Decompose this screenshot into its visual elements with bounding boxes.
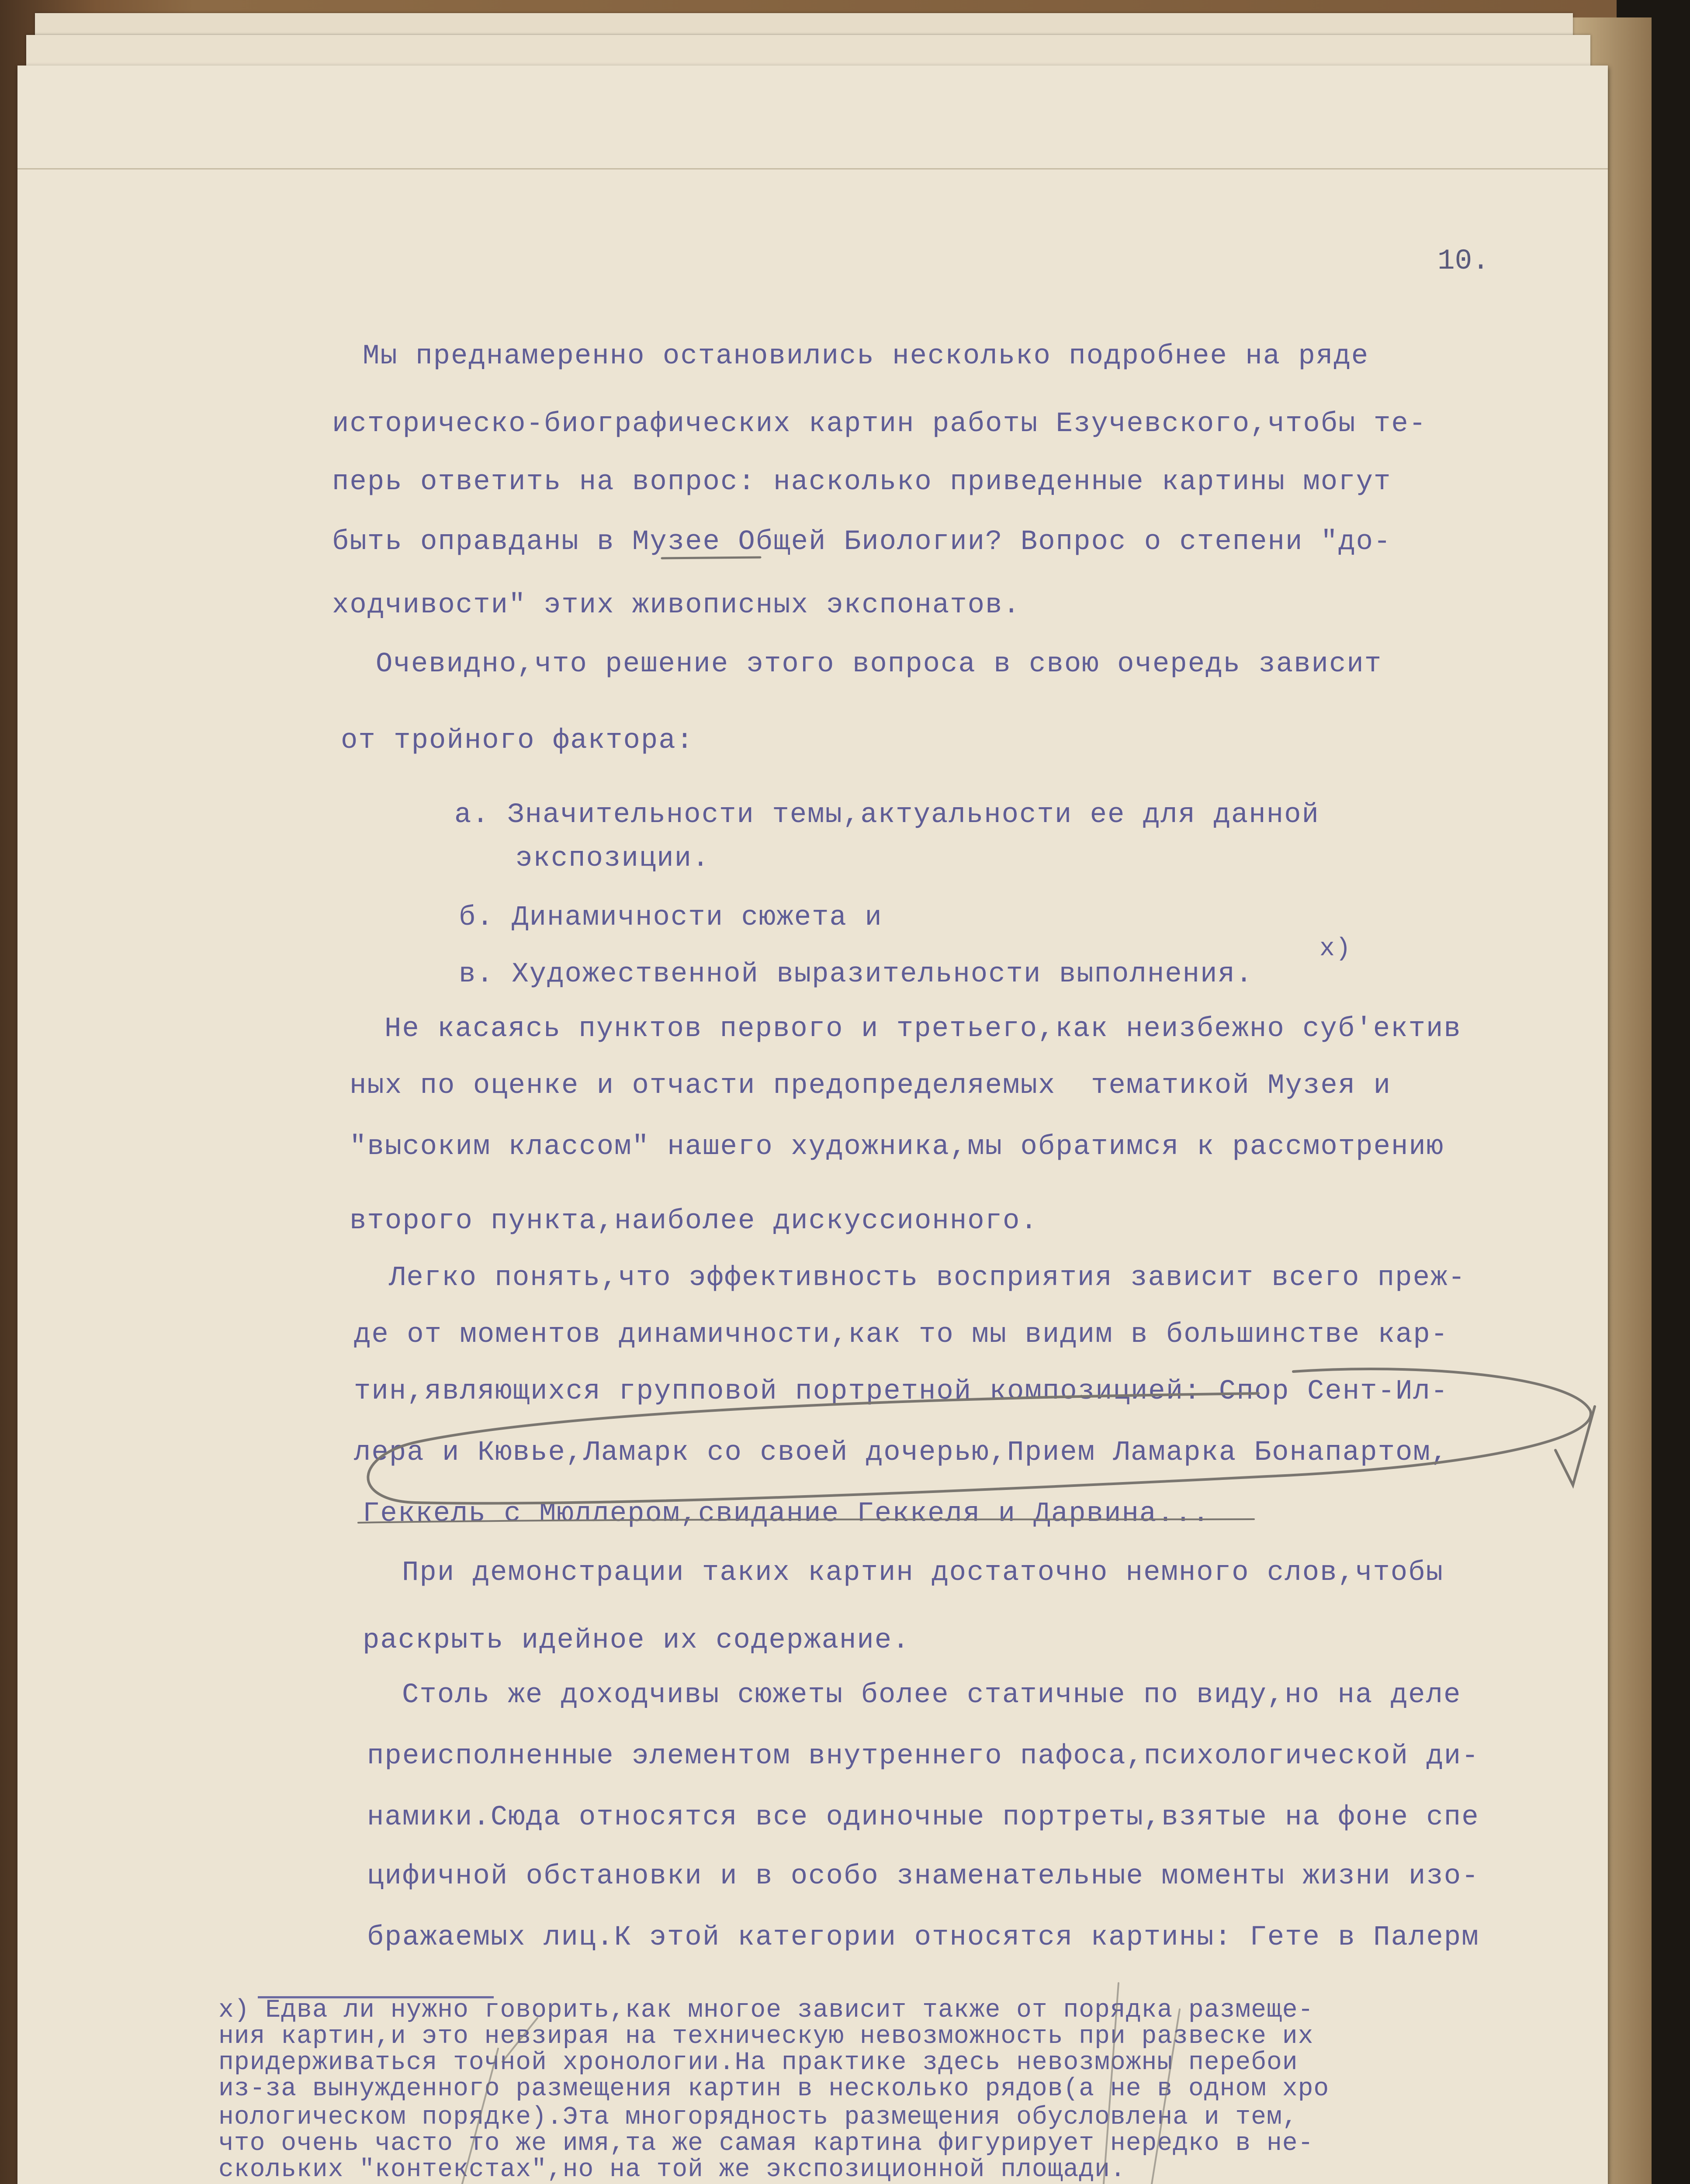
body-line: быть оправданы в Музее Общей Биологии? Вопрос о степени "до- [332, 526, 1392, 558]
body-line: Не касаясь пунктов первого и третьего,как неизбежно суб'ектив [384, 1013, 1461, 1045]
body-line: цифичной обстановки и в особо знаменательные моменты жизни изо- [367, 1861, 1479, 1892]
body-line: ходчивости" этих живописных экспонатов. [332, 590, 1021, 621]
footnote-line: х) Едва ли нужно говорить,как многое зависит также от порядка размеще- [218, 1996, 1314, 2025]
body-line: раскрыть идейное их содержание. [363, 1625, 910, 1656]
body-line: Столь же доходчивы сюжеты более статичные по виду,но на деле [402, 1679, 1461, 1711]
body-line: перь ответить на вопрос: насколько приведенные картины могут [332, 467, 1392, 498]
body-line: историческо-биографических картин работы Езучевского,чтобы те- [332, 408, 1427, 440]
body-line: Очевидно,что решение этого вопроса в свою очередь зависит [376, 649, 1382, 680]
body-line: "высоким классом" нашего художника,мы обратимся к рассмотрению [350, 1131, 1444, 1163]
body-line: преисполненные элементом внутреннего пафоса,психологической ди- [367, 1741, 1479, 1772]
footnote-line: из-за вынужденного размещения картин в несколько рядов(а не в одном хро [218, 2075, 1330, 2103]
body-line: ных по оценке и отчасти предопределяемых тематикой Музея и [350, 1070, 1391, 1102]
footnote-line: скольких "контекстах",но на той же экспозиционной площади. [218, 2156, 1126, 2184]
body-line: второго пункта,наиболее дискуссионного. [350, 1206, 1038, 1237]
body-line: Мы преднамеренно остановились несколько подробнее на ряде [363, 341, 1369, 372]
list-item: б. Динамичности сюжета и [459, 902, 883, 933]
page-number: 10. [1437, 245, 1489, 277]
footnote-line: что очень часто то же имя,та же самая картина фигурирует нередко в не- [218, 2129, 1314, 2158]
body-line: Легко понять,что эффективность восприятия зависит всего преж- [389, 1262, 1466, 1294]
footnote-line: нологическом порядке).Эта многорядность размещения обусловлена и тем, [218, 2103, 1298, 2132]
body-line: тин,являющихся групповой портретной композицией: Спор Сент-Ил- [354, 1376, 1449, 1407]
list-item-continuation: экспозиции. [516, 843, 710, 874]
body-line: бражаемых лиц.К этой категории относятся картины: Гете в Палерм [367, 1922, 1479, 1953]
body-line: де от моментов динамичности,как то мы видим в большинстве кар- [354, 1319, 1449, 1351]
body-line: от тройного фактора: [341, 725, 694, 757]
footnote-line: придерживаться точной хронологии.На практике здесь невозможны перебои [218, 2049, 1298, 2077]
body-line: намики.Сюда относятся все одиночные портреты,взятые на фоне спе [367, 1802, 1479, 1833]
body-line: Геккель с Мюллером,свидание Геккеля и Дарвина... [363, 1498, 1210, 1530]
footnote-line: ния картин,и это невзирая на техническую невозможность при развеске их [218, 2022, 1314, 2051]
list-item: а. Значительности темы,актуальности ее для данной [454, 799, 1319, 831]
body-line: При демонстрации таких картин достаточно немного слов,чтобы [402, 1557, 1444, 1589]
list-item: в. Художественной выразительности выполнения. [459, 959, 1254, 990]
footnote-marker: х) [1319, 935, 1352, 963]
body-line: лера и Кювье,Ламарк со своей дочерью,Прием Ламарка Бонапартом, [354, 1437, 1449, 1469]
